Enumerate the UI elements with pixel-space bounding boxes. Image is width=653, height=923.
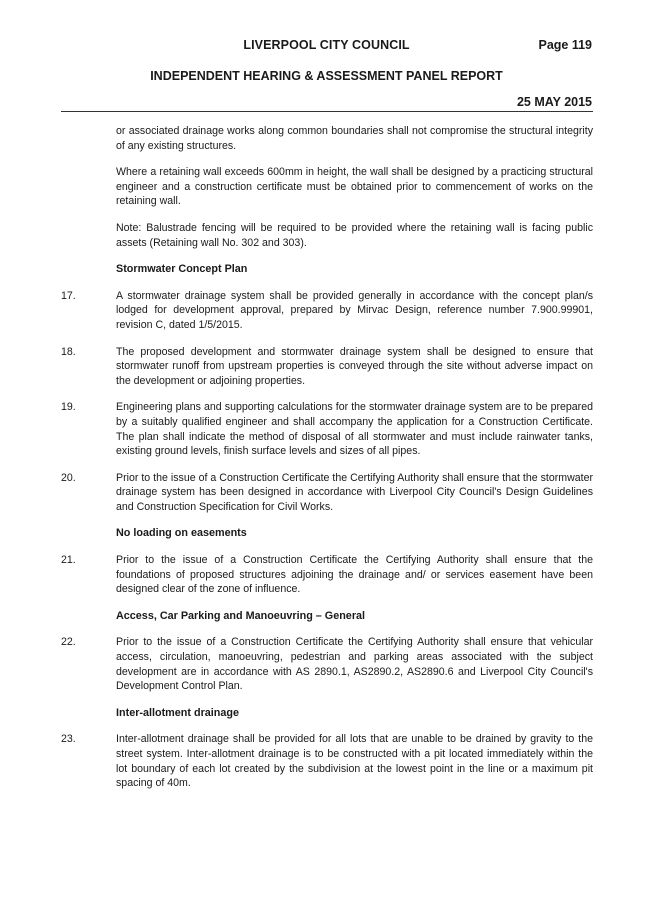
condition-item xyxy=(61,471,593,515)
header-divider xyxy=(61,111,593,112)
intro-paragraph: Where a retaining wall exceeds 600mm in height, the wall shall be designed by a practicing structural engineer and a construction certificate must be obtained prior to commencement of works on the retaining wall. xyxy=(116,166,593,208)
condition-text: Engineering plans and supporting calculations for the stormwater drainage system are to be prepared by a suitably qualified engineer and shall accompany the application for a Construction Certificate. The plan shall indicate the method of disposal of all stormwater and must include rainwater tanks, existing ground levels, finish surface levels and sizes of all pipes. xyxy=(116,401,593,458)
condition-item xyxy=(61,732,593,790)
condition-item xyxy=(61,635,593,693)
condition-text: The proposed development and stormwater drainage system shall be designed to ensure that stormwater runoff from upstream properties is conveyed through the site without adverse impact on the development or adjoining properties. xyxy=(116,345,593,387)
condition-number: 23. xyxy=(61,733,76,746)
condition-number: 19. xyxy=(61,401,76,414)
condition-text: Inter-allotment drainage shall be provided for all lots that are unable to be drained by gravity to the street system. Inter-allotment drainage is to be constructed with a pit located immediately within the lot boundary of each lot created by the subdivision at the lowest point in the line or a maximum pit spacing of 40m. xyxy=(116,733,593,790)
condition-item xyxy=(61,289,593,333)
intro-paragraph: or associated drainage works along common boundaries shall not compromise the structural integrity of any existing structures. xyxy=(116,125,593,152)
condition-item xyxy=(61,553,593,597)
report-body xyxy=(61,124,593,803)
report-title: INDEPENDENT HEARING & ASSESSMENT PANEL REPORT xyxy=(150,69,503,83)
condition-text: Prior to the issue of a Construction Certificate the Certifying Authority shall ensure that the foundations of proposed structures adjoining the drainage and/ or services easement have been designed clear of the zone of influence. xyxy=(116,554,593,596)
section-heading-easements: No loading on easements xyxy=(116,527,247,540)
section-heading-interallotment: Inter-allotment drainage xyxy=(116,706,239,719)
page-number: Page 119 xyxy=(538,38,592,52)
condition-number: 17. xyxy=(61,289,76,302)
section-heading-stormwater: Stormwater Concept Plan xyxy=(116,263,248,276)
condition-text: A stormwater drainage system shall be provided generally in accordance with the concept plan/s lodged for development approval, prepared by Mirvac Design, reference number 7.900.99901, revision C, dated 1/5/2015. xyxy=(116,289,593,331)
condition-number: 22. xyxy=(61,636,76,649)
council-name: LIVERPOOL CITY COUNCIL xyxy=(243,38,410,52)
condition-number: 21. xyxy=(61,554,76,567)
condition-item xyxy=(61,345,593,389)
section-heading-access: Access, Car Parking and Manoeuvring – General xyxy=(116,609,366,622)
condition-number: 20. xyxy=(61,471,76,484)
report-date: 25 MAY 2015 xyxy=(516,95,592,109)
condition-number: 18. xyxy=(61,345,76,358)
note-paragraph: Note: Balustrade fencing will be required to be provided where the retaining wall is facing public assets (Retaining wall No. 302 and 303). xyxy=(116,221,593,249)
condition-item xyxy=(61,400,593,458)
condition-text: Prior to the issue of a Construction Certificate the Certifying Authority shall ensure that vehicular access, circulation, manoeuvring, pedestrian and parking areas associated with the subject development are in accordance with AS 2890.1, AS2890.2, AS2890.6 and Liverpool City Council's Development Control Plan. xyxy=(116,636,593,693)
condition-text: Prior to the issue of a Construction Certificate the Certifying Authority shall ensure that the stormwater drainage system has been designed in accordance with Liverpool City Council's Design Guidelines and Construction Specification for Civil Works. xyxy=(116,471,593,513)
